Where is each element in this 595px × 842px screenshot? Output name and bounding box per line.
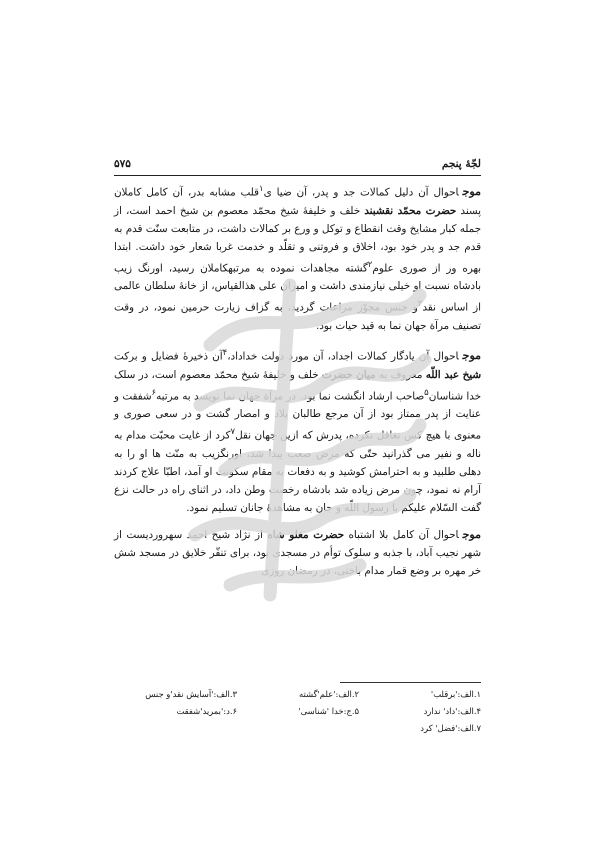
footnote-item: ۵.ج:خدا 'شناسی' <box>298 706 359 716</box>
footnote-item: ۲.الف:'علم'گشته <box>299 689 359 699</box>
page-number: ۵۷۵ <box>114 158 131 170</box>
footnote-item: ۳.الف:'آسایش نقد'و جنس <box>145 689 237 699</box>
wave-marker: موج <box>462 528 481 542</box>
section-title: لجّهٔ پنجم <box>441 158 481 170</box>
header-rule <box>114 175 481 176</box>
footnote-ref: ۶ <box>151 387 157 398</box>
footnote-ref: ۳ <box>417 299 423 310</box>
paragraph-2: موجاحوال آن یادگار کمالات اجداد، آن مورد دولت خداداد،$^۴$آن ذخیرهٔ فضایل و برکت شیخ عبد اللّه معروف به میان حضرت خلف و خلیفهٔ شیخ محمّد معصوم است، در سلک خدا شناسان$^۵$صاحب ارشاد انگشت نما بود. در مرآة جهان نما نویسد به مرتبه$^۶$شفقت و عنایت از پدر ممتاز بود از آن مرجع طالبان بلاد و امصار گشت و در سعی صوری و معنوی با هیچ کس تغافل نکرده، پدرش که ازین جهان نقل$^۷$کرد از غایت محبّت مدام به ناله و نفیر می گذرانید حتّی که مرض صعب پیدا شد، اورنگزیب به منّت ها او را به دهلی طلبید و به احترامش کوشید و به دفعات به مقام سکونت او آمد، اطبّا علاج کردند آرام نه نمود، چون مرض زیاده شد بادشاه رخصت وطن داد، در اثنای راه در حالت نزع گفت السّلام علیکم یا رسول اللّه و جان به مشاهدهٔ جانان تسلیم نمود. <box>114 348 482 515</box>
name-highlight: حضرت محمّد نقشبند <box>364 204 457 217</box>
name-highlight: حضرت مغلو شاه <box>267 529 344 542</box>
footnote-row <box>114 720 481 737</box>
body-text <box>114 180 481 589</box>
paragraph-3: موجاحوال آن کامل بلا اشتباه حضرت مغلو شاه از نژاد شیخ احمد سهروردیست از شهر نجیب آباد، با جذبه و سلوک توأم در مسجدی بود، برای تنفّر خلایق در مسجد شش خر مهره بر وضع قمار مدام باختی، در رمضان روزی <box>114 528 481 578</box>
footnote-ref: ۴ <box>222 348 228 359</box>
paragraph-1: موجاحوال آن دلیل کمالات جد و پدر، آن ضیا ی$^۱$قلب مشابه بدر، آن کامل کاملان پسند حضرت محمّد نقشبند خلف و خلیفهٔ شیخ محمّد معصوم بن شیخ احمد است، از جمله کبار مشایخ وقت انقطاع و توکل و ورع بر کمالات داشت، در متابعت سنّت قدم به قدم جد و پدر خود بود، اخلاق و فروتنی و تقلّد و خدمت غربا شعار خود داشت. ابتدا بهره ور از صوری علوم$^۲$گشته مجاهدات نموده به مرتبهکاملان رسید، اورنگ زیب بادشاه نسبت او خیلی نیازمندی داشت و امیران علی هذالقیاس، از خانهٔ سلطان عالمی از اساس نقد$^۳$و جنس مجوّز مراعات گردید، به گزاف زیارت حرمین نمود، در وقت تصنیف مرآة جهان نما به قید حیات بود. <box>114 184 482 332</box>
wave-marker: موج <box>462 349 482 363</box>
footnote-ref: ۲ <box>367 259 373 270</box>
footnote-item: ۴.الف:'داد' ندارد <box>423 706 481 716</box>
footnote-ref: ۱ <box>258 184 264 194</box>
name-highlight: میان حضرت <box>321 368 376 381</box>
footnote-ref: ۵ <box>424 387 429 398</box>
wave-marker: موج <box>462 185 481 199</box>
footnote-rule <box>340 682 481 683</box>
footnote-row <box>114 686 481 703</box>
footnote-ref: ۷ <box>230 427 236 438</box>
footnote-item: ۶.د:'بمرید'شفقت <box>176 706 237 716</box>
footnotes <box>114 686 481 737</box>
name-highlight: شیخ عبد اللّه <box>425 368 482 381</box>
footnote-item: ۱.الف:'برقلب' <box>430 689 481 699</box>
footnote-item: ۷.الف:'فضل' کرد <box>420 723 481 733</box>
footnote-row <box>114 703 481 720</box>
page-header <box>114 156 481 172</box>
